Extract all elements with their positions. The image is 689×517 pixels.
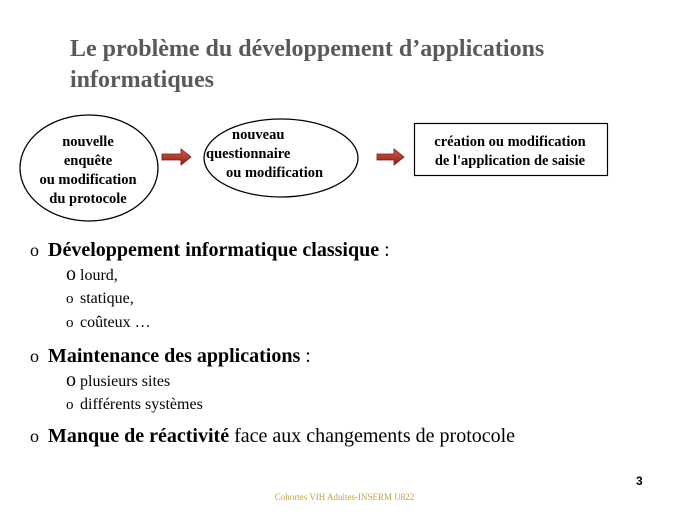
node-3-line: création ou modification: [434, 134, 586, 150]
sub-bullet-text: plusieurs sites: [80, 373, 171, 390]
node-1-line: ou modification: [39, 172, 137, 188]
node-2-label: [206, 126, 356, 183]
footer-text: Cohortes VIH Adultes-INSERM U822: [274, 492, 415, 502]
node-3-line: de l'application de saisie: [434, 153, 586, 169]
title-line-1: Le problème du développement d’applications: [70, 36, 545, 62]
node-1-line: enquête: [63, 153, 113, 169]
node-1-label: [22, 133, 154, 209]
page-number: 3: [636, 474, 643, 488]
sub-bullet-item: [30, 263, 670, 287]
sub-bullet-text: statique,: [80, 290, 134, 307]
node-1-line: nouvelle: [62, 134, 114, 150]
bullet-list: [30, 237, 670, 449]
bullet-item: [30, 343, 670, 369]
bullet-marker: o: [30, 426, 39, 446]
bullet-heading: Manque de réactivité: [48, 425, 230, 447]
sub-bullet-text: lourd,: [80, 267, 118, 284]
node-2-line: questionnaire: [206, 146, 291, 162]
bullet-marker: o: [66, 291, 74, 307]
bullet-heading: Développement informatique classique: [48, 239, 380, 261]
bullet-marker: o: [66, 315, 74, 331]
bullet-marker: o: [66, 397, 74, 413]
bullet-marker: o: [30, 346, 39, 366]
title-line-2: informatiques: [70, 67, 214, 93]
sub-bullet-item: [30, 311, 670, 335]
bullet-marker: o: [66, 263, 76, 285]
sub-bullet-text: différents systèmes: [80, 396, 203, 413]
bullet-text: :: [379, 239, 390, 261]
bullet-heading: Maintenance des applications: [48, 345, 301, 367]
sub-bullet-text: coûteux …: [80, 314, 151, 331]
bullet-item: [30, 237, 670, 263]
node-2-line: ou modification: [226, 165, 324, 181]
bullet-item: [30, 423, 670, 449]
arrow-right-icon: [162, 149, 191, 165]
sub-bullet-item: [30, 369, 670, 393]
bullet-text: :: [300, 345, 311, 367]
slide-title: [70, 34, 670, 96]
node-1-line: du protocole: [49, 191, 127, 207]
sub-bullet-item: [30, 393, 670, 417]
node-2-line: nouveau: [232, 127, 285, 143]
sub-bullet-item: [30, 287, 670, 311]
bullet-marker: o: [30, 240, 39, 260]
arrow-right-icon: [377, 149, 404, 165]
bullet-text: face aux changements de protocole: [229, 425, 516, 447]
node-3-label: [414, 133, 606, 171]
bullet-marker: o: [66, 369, 76, 391]
